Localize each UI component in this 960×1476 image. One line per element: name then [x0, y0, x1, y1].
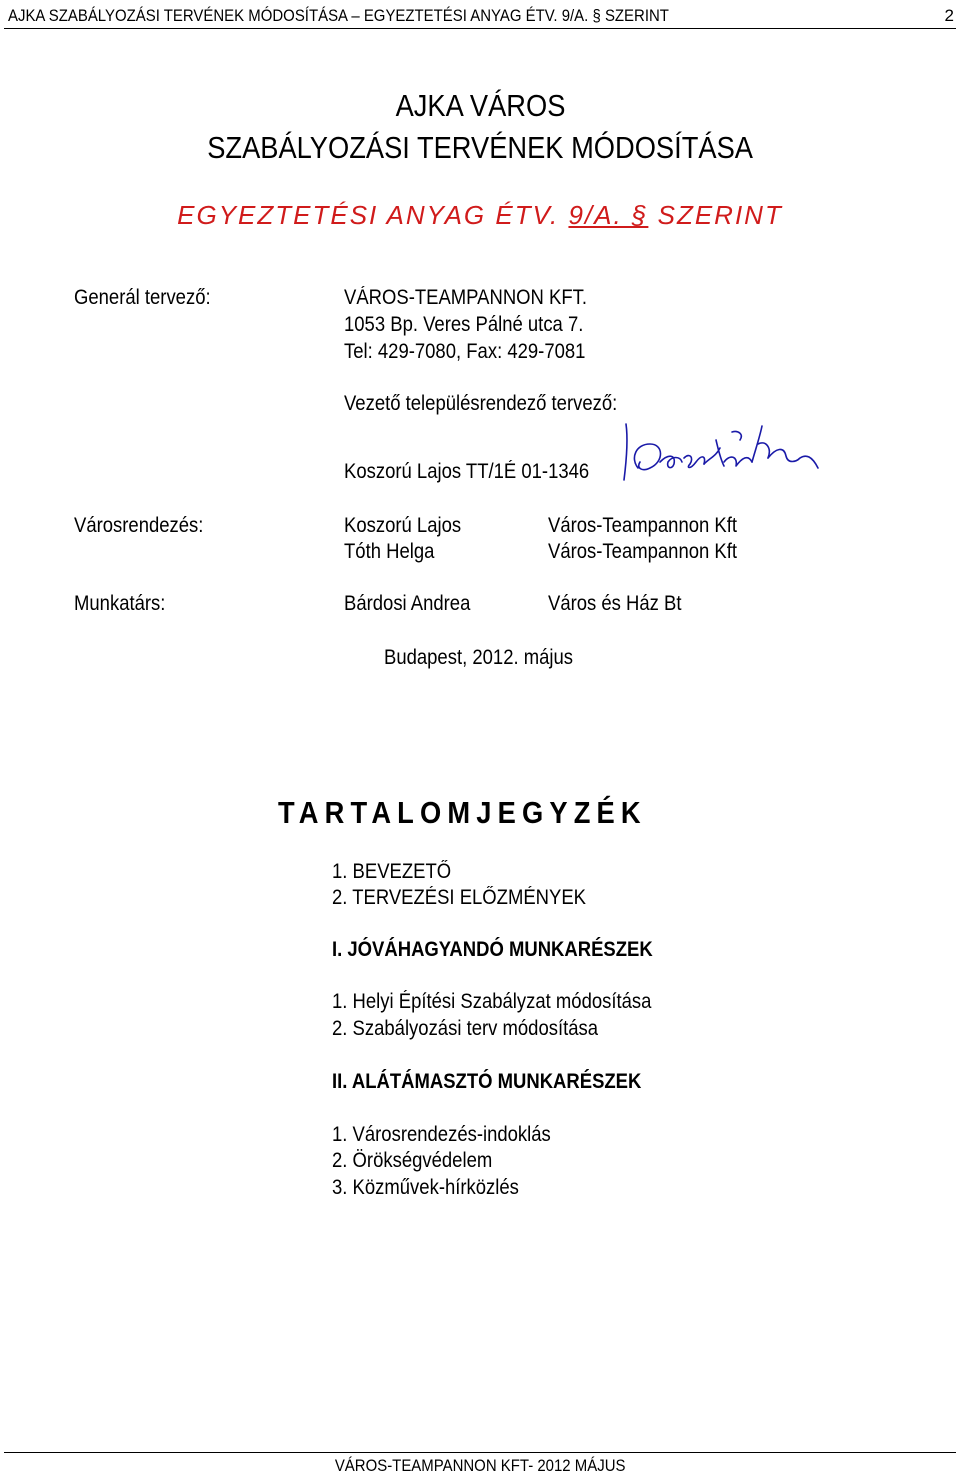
page-number: 2: [944, 6, 954, 25]
subtitle-prefix: EGYEZTETÉSI ANYAG ÉTV.: [177, 200, 569, 230]
lead-planner-name: Koszorú Lajos TT/1É 01-1346: [344, 460, 590, 483]
general-designer-label: Generál tervező:: [74, 286, 211, 309]
urban-member-name: Tóth Helga: [344, 540, 435, 563]
colleague-company: Város és Ház Bt: [548, 592, 682, 615]
header-divider: [4, 28, 956, 29]
toc-section-title[interactable]: I. JÓVÁHAGYANDÓ MUNKARÉSZEK: [332, 938, 653, 961]
colleague-label: Munkatárs:: [74, 592, 166, 615]
toc-item[interactable]: 1. BEVEZETŐ: [332, 860, 452, 883]
urban-member-company: Város-Teampannon Kft: [548, 514, 738, 537]
general-designer-company: VÁROS-TEAMPANNON KFT.: [344, 286, 588, 309]
document-subtitle: [0, 200, 960, 231]
urban-member-name: Koszorú Lajos: [344, 514, 462, 537]
general-designer-address: 1053 Bp. Veres Pálné utca 7.: [344, 313, 584, 336]
general-designer-phone: Tel: 429-7080, Fax: 429-7081: [344, 340, 586, 363]
document-title-line-2: SZABÁLYOZÁSI TERVÉNEK MÓDOSÍTÁSA: [207, 130, 753, 165]
toc-item[interactable]: 1. Városrendezés-indoklás: [332, 1123, 551, 1146]
document-title-line-1: AJKA VÁROS: [395, 88, 565, 123]
place-and-date: Budapest, 2012. május: [384, 646, 574, 669]
toc-item[interactable]: 2. TERVEZÉSI ELŐZMÉNYEK: [332, 886, 587, 909]
handwritten-signature: [620, 418, 825, 490]
running-footer: VÁROS-TEAMPANNON KFT- 2012 MÁJUS: [334, 1456, 626, 1475]
colleague-name: Bárdosi Andrea: [344, 592, 471, 615]
subtitle-suffix: SZERINT: [648, 200, 783, 230]
toc-section-title[interactable]: II. ALÁTÁMASZTÓ MUNKARÉSZEK: [332, 1070, 642, 1093]
subtitle-link[interactable]: 9/A. §: [568, 200, 649, 230]
toc-item[interactable]: 2. Szabályozási terv módosítása: [332, 1017, 599, 1040]
lead-planner-label: Vezető településrendező tervező:: [344, 392, 618, 415]
toc-item[interactable]: 2. Örökségvédelem: [332, 1149, 493, 1172]
running-header: AJKA SZABÁLYOZÁSI TERVÉNEK MÓDOSÍTÁSA – EGYEZTETÉSI ANYAG ÉTV. 9/A. § SZERINT: [8, 6, 669, 25]
toc-item[interactable]: 1. Helyi Építési Szabályzat módosítása: [332, 990, 652, 1013]
urban-planning-label: Városrendezés:: [74, 514, 204, 537]
footer-divider: [4, 1452, 956, 1453]
urban-member-company: Város-Teampannon Kft: [548, 540, 738, 563]
toc-title: TARTALOMJEGYZÉK: [278, 795, 647, 830]
toc-item[interactable]: 3. Közművek-hírközlés: [332, 1176, 519, 1199]
